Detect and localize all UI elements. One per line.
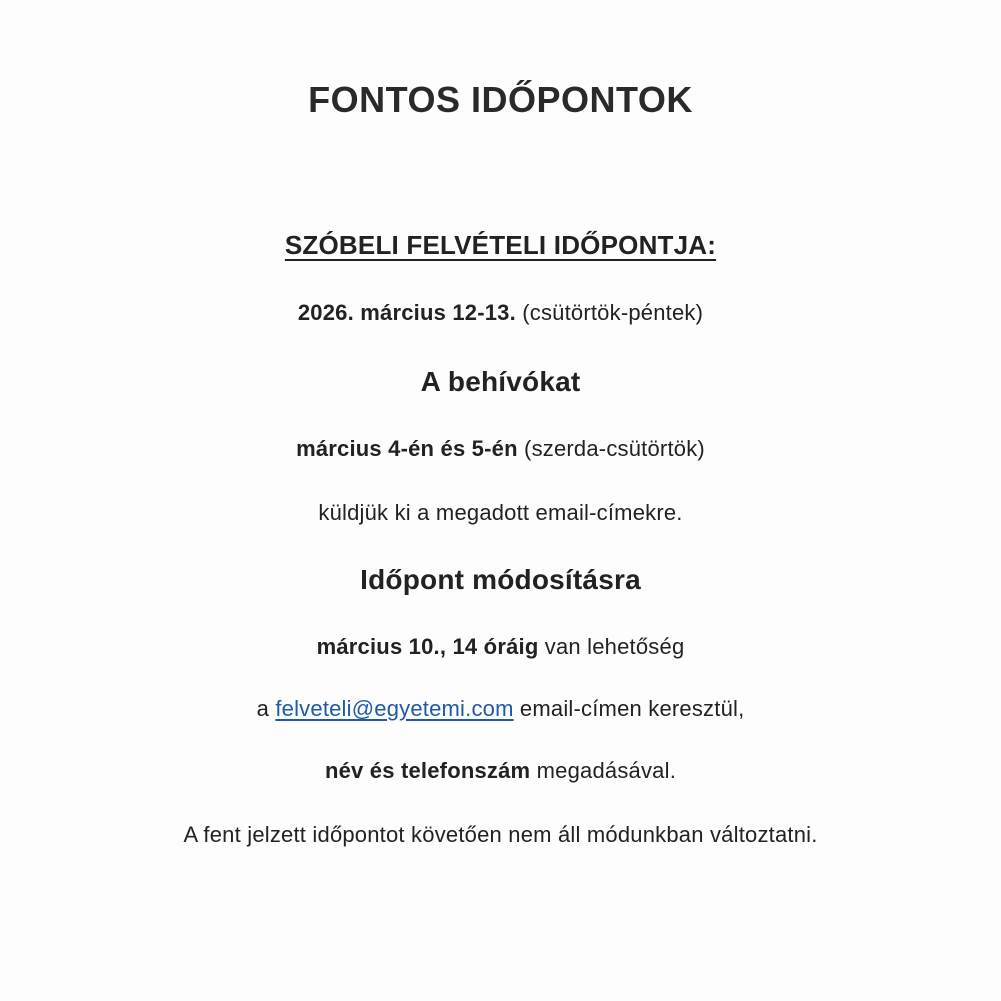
invitations-heading: A behívókat — [420, 366, 581, 397]
invitations-dates-line — [0, 434, 1001, 464]
modification-deadline-rest: van lehetőség — [538, 634, 685, 659]
modification-email-line — [0, 694, 1001, 724]
invitations-dates: március 4-én és 5-én — [296, 436, 518, 461]
modification-deadline-line — [0, 632, 1001, 662]
oral-exam-heading — [0, 228, 1001, 262]
oral-exam-date: 2026. március 12-13. — [297, 300, 516, 325]
email-link[interactable]: felveteli@egyetemi.com — [275, 696, 514, 721]
oral-exam-days: (csütörtök-péntek) — [515, 300, 704, 325]
modification-deadline: március 10., 14 óráig — [316, 634, 539, 659]
closing-note: A fent jelzett időpontot követően nem áll módunkban változtatni. — [183, 822, 818, 847]
page-title: FONTOS IDŐPONTOK — [308, 79, 693, 120]
oral-exam-heading-text: SZÓBELI FELVÉTELI IDŐPONTJA: — [284, 230, 717, 260]
oral-exam-date-line — [0, 298, 1001, 328]
name-phone-bold: név és telefonszám — [324, 758, 531, 783]
name-phone-rest: megadásával. — [530, 758, 677, 783]
invitations-send-text: küldjük ki a megadott email-címekre. — [318, 500, 683, 525]
invitations-days: (szerda-csütörtök) — [517, 436, 705, 461]
modification-name-line — [0, 756, 1001, 786]
modification-heading: Időpont módosításra — [360, 564, 641, 595]
email-suffix: email-címen keresztül, — [513, 696, 745, 721]
email-prefix: a — [256, 696, 276, 721]
